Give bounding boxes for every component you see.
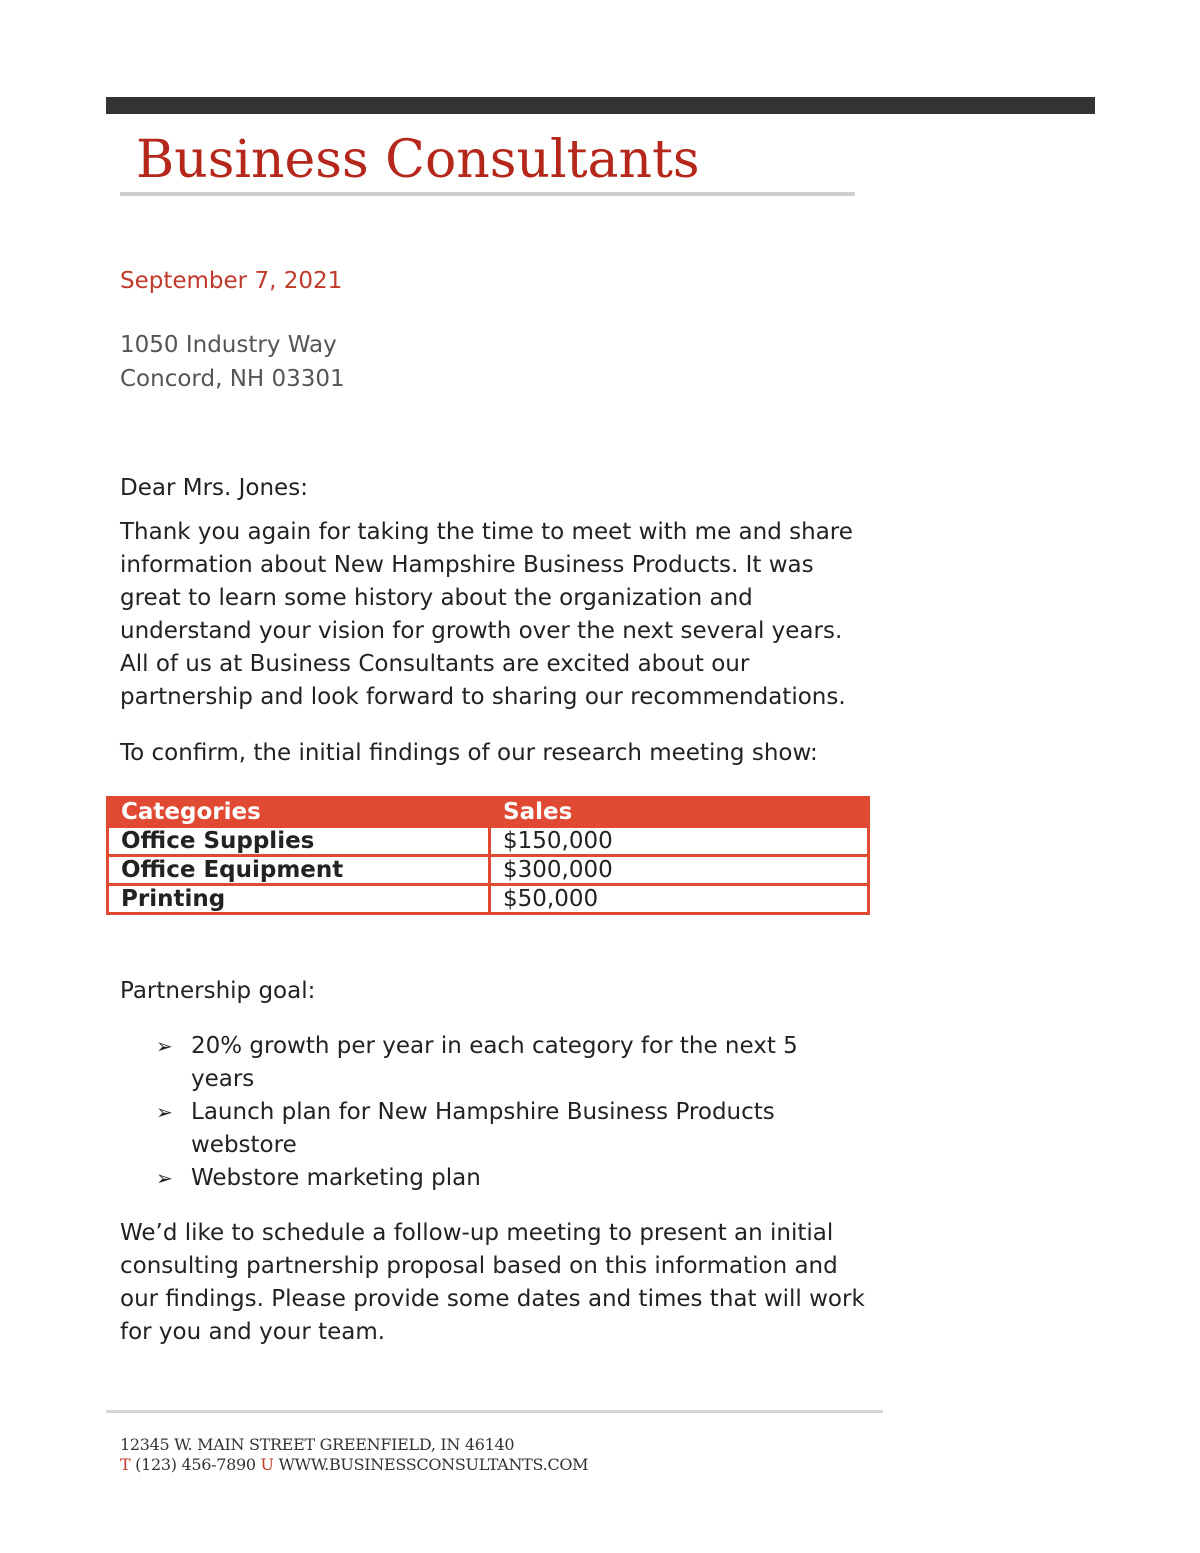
goal-text-line: webstore xyxy=(191,1132,297,1158)
list-item xyxy=(120,1030,820,1096)
findings-table xyxy=(106,796,870,915)
goal-text-line: 20% growth per year in each category for the next 5 xyxy=(191,1033,798,1059)
goal-text-line: Webstore marketing plan xyxy=(191,1165,481,1191)
findings-intro: To confirm, the initial findings of our research meeting show: xyxy=(120,740,818,766)
paragraph-line: for you and your team. xyxy=(120,1319,386,1345)
salutation: Dear Mrs. Jones: xyxy=(120,475,308,501)
category-cell: Office Supplies xyxy=(108,827,490,856)
paragraph-line: Thank you again for taking the time to meet with me and share xyxy=(120,519,853,545)
arrow-bullet-icon: ➢ xyxy=(156,1100,173,1124)
intro-paragraph xyxy=(120,516,900,714)
arrow-bullet-icon: ➢ xyxy=(156,1034,173,1058)
footer-address: 12345 W. MAIN STREET GREENFIELD, IN 46140 xyxy=(120,1435,515,1454)
sales-cell: $50,000 xyxy=(490,885,869,914)
paragraph-line: information about New Hampshire Business Products. It was xyxy=(120,552,814,578)
letter-date: September 7, 2021 xyxy=(120,268,343,294)
footer-website[interactable]: WWW.BUSINESSCONSULTANTS.COM xyxy=(278,1455,589,1474)
address-line-2: Concord, NH 03301 xyxy=(120,366,345,392)
recipient-address xyxy=(120,328,345,396)
table-row xyxy=(108,827,869,856)
goal-text-line: Launch plan for New Hampshire Business Products xyxy=(191,1099,775,1125)
paragraph-line: great to learn some history about the organization and xyxy=(120,585,753,611)
letterhead-top-bar xyxy=(106,97,1095,114)
header-categories: Categories xyxy=(108,798,490,827)
paragraph-line: partnership and look forward to sharing our recommendations. xyxy=(120,684,846,710)
footer xyxy=(120,1435,588,1475)
footer-phone: (123) 456-7890 xyxy=(135,1455,256,1474)
paragraph-line: our findings. Please provide some dates and times that will work xyxy=(120,1286,865,1312)
list-item xyxy=(120,1162,820,1195)
sales-cell: $150,000 xyxy=(490,827,869,856)
address-line-1: 1050 Industry Way xyxy=(120,332,337,358)
closing-paragraph xyxy=(120,1217,900,1349)
footer-divider xyxy=(106,1410,883,1413)
paragraph-line: We’d like to schedule a follow-up meeting to present an initial xyxy=(120,1220,834,1246)
goal-list xyxy=(120,1030,820,1195)
category-cell: Office Equipment xyxy=(108,856,490,885)
list-item xyxy=(120,1096,820,1162)
sales-cell: $300,000 xyxy=(490,856,869,885)
goal-label: Partnership goal: xyxy=(120,978,316,1004)
paragraph-line: consulting partnership proposal based on this information and xyxy=(120,1253,838,1279)
table-row xyxy=(108,885,869,914)
paragraph-line: understand your vision for growth over the next several years. xyxy=(120,618,843,644)
table-row xyxy=(108,856,869,885)
footer-contact xyxy=(120,1455,588,1475)
header-sales: Sales xyxy=(490,798,869,827)
table-header-row xyxy=(108,798,869,827)
paragraph-line: All of us at Business Consultants are excited about our xyxy=(120,651,750,677)
company-name: Business Consultants xyxy=(136,130,700,190)
title-divider xyxy=(120,192,855,196)
phone-label: T xyxy=(120,1455,131,1474)
goal-text-line: years xyxy=(191,1066,255,1092)
web-label: U xyxy=(260,1455,274,1474)
arrow-bullet-icon: ➢ xyxy=(156,1166,173,1190)
category-cell: Printing xyxy=(108,885,490,914)
